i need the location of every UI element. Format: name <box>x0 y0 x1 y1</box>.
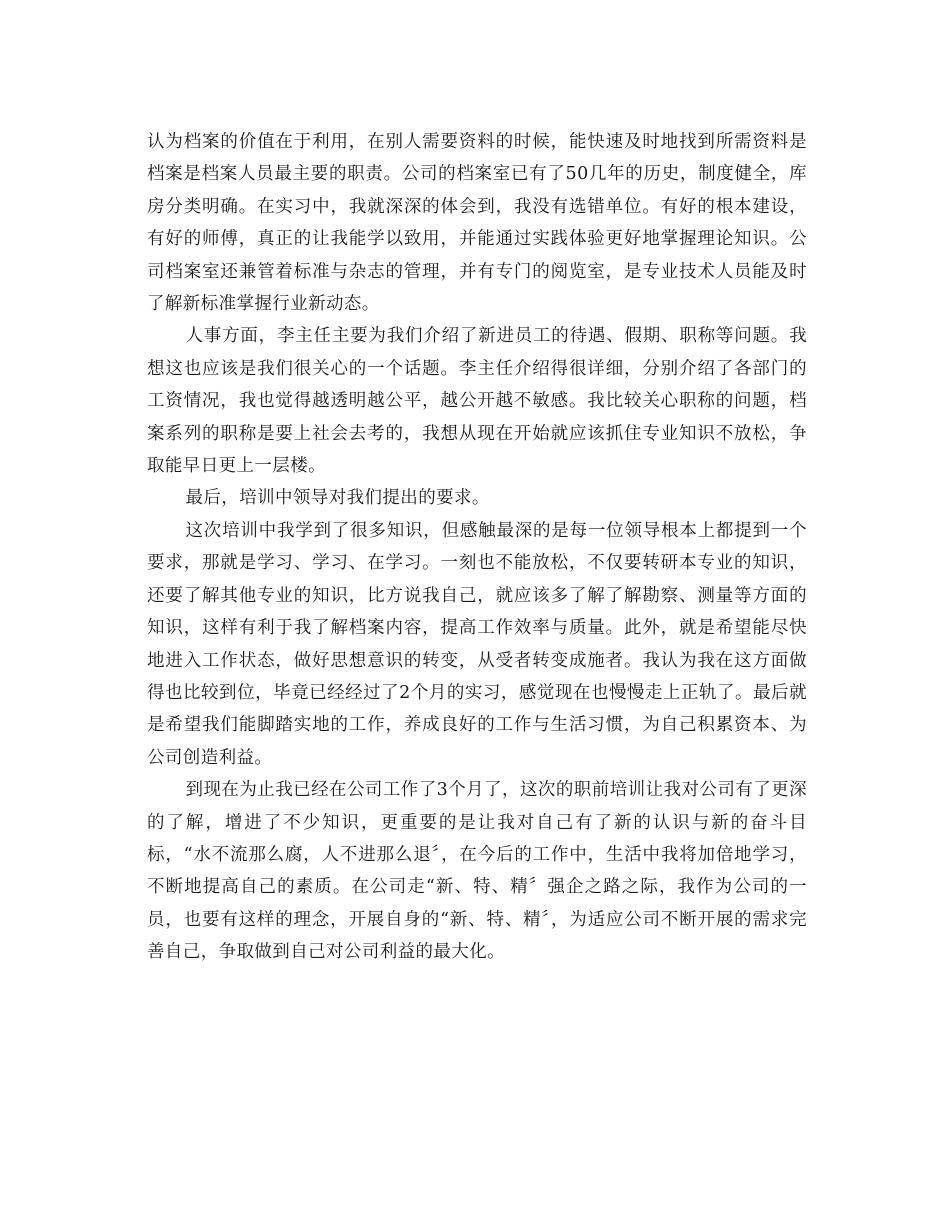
paragraph-conclusion: 到现在为止我已经在公司工作了3个月了，这次的职前培训让我对公司有了更深的了解，增进了不少知识，更重要的是让我对自己有了新的认识与新的奋斗目标，“水不流那么腐，人不进那么退〞，在今后的工作中，生活中我将加倍地学习，不断地提高自己的素质。在公司走“新、特、精〞强企之路之际，我作为公司的一员，也要有这样的理念，开展自身的“新、特、精〞，为适应公司不断开展的需求完善自己，争取做到自己对公司利益的最大化。 <box>147 780 807 963</box>
paragraph-archive-value: 认为档案的价值在于利用，在别人需要资料的时候，能快速及时地找到所需资料是档案是档案人员最主要的职责。公司的档案室已有了50几年的历史，制度健全，库房分类明确。在实习中，我就深深的体会到，我没有选错单位。有好的根本建设，有好的师傅，真正的让我能学以致用，并能通过实践体验更好地掌握理论知识。公司档案室还兼管着标准与杂志的管理，并有专门的阅览室，是专业技术人员能及时了解新标准掌握行业新动态。 <box>147 132 807 315</box>
paragraph-requirements-intro: 最后，培训中领导对我们提出的要求。 <box>185 488 490 509</box>
document-body <box>147 126 807 969</box>
paragraph-personnel: 人事方面，李主任主要为我们介绍了新进员工的待遇、假期、职称等问题。我想这也应该是我们很关心的一个话题。李主任介绍得很详细，分别介绍了各部门的工资情况，我也觉得越透明越公平，越公开越不敏感。我比较关心职称的问题，档案系列的职称是要上社会去考的，我想从现在开始就应该抓住专业知识不放松，争取能早日更上一层楼。 <box>147 326 807 477</box>
paragraph-learning: 这次培训中我学到了很多知识，但感触最深的是每一位领导根本上都提到一个要求，那就是学习、学习、在学习。一刻也不能放松，不仅要转研本专业的知识，还要了解其他专业的知识，比方说我自己，就应该多了解了解勘察、测量等方面的知识，这样有利于我了解档案内容，提高工作效率与质量。此外，就是希望能尽快地进入工作状态，做好思想意识的转变，从受者转变成施者。我认为我在这方面做得也比较到位，毕竟已经经过了2个月的实习，感觉现在也慢慢走上正轨了。最后就是希望我们能脚踏实地的工作，养成良好的工作与生活习惯，为自己积累资本、为公司创造利益。 <box>147 520 807 768</box>
